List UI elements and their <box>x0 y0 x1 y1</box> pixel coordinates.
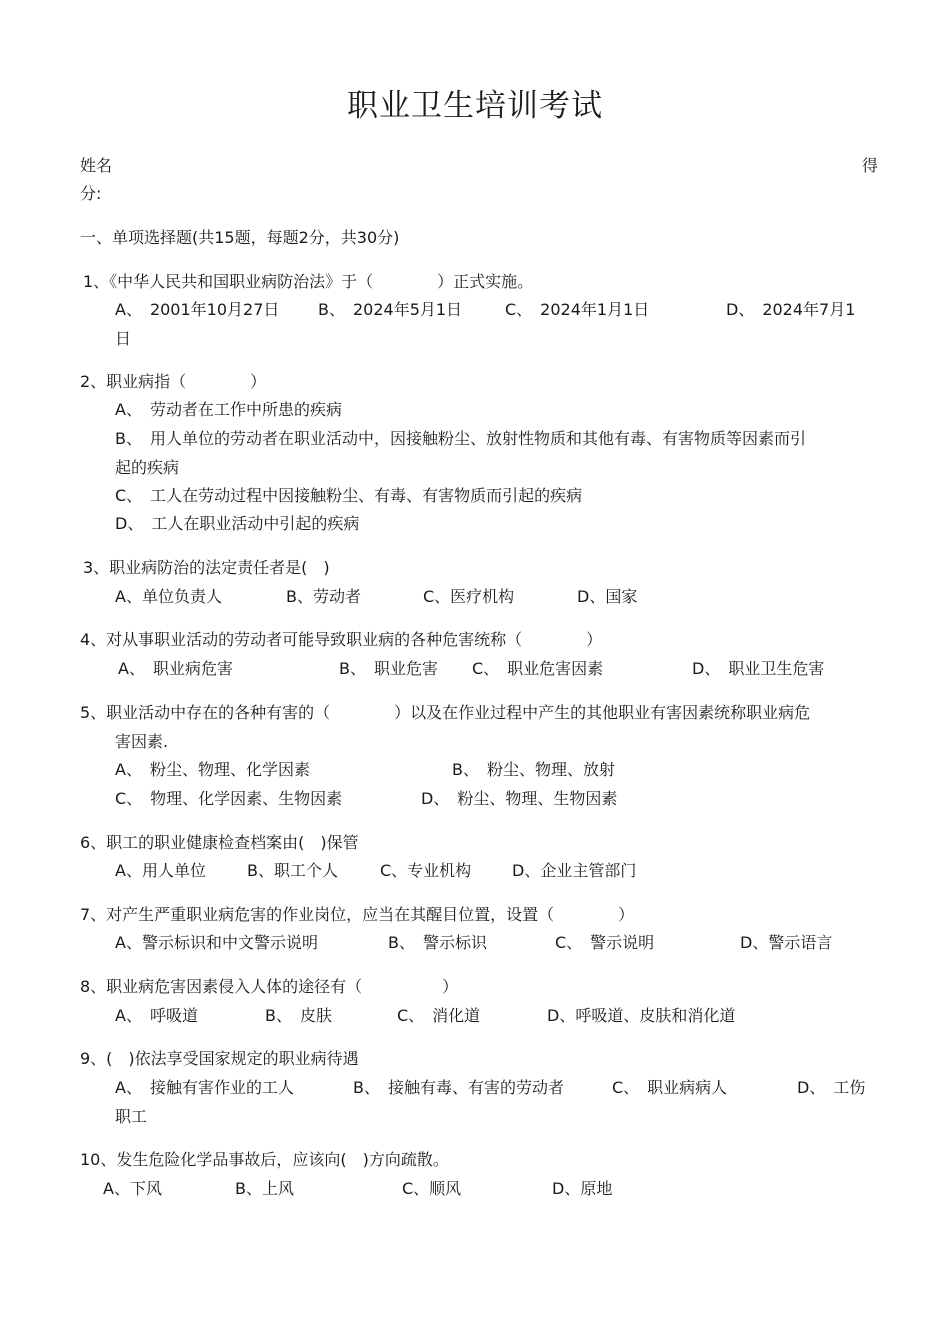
option-d: D、呼吸道、皮肤和消化道 <box>547 1006 736 1025</box>
score-label-part2: 分: <box>80 184 102 203</box>
option-b: B、 警示标识 <box>388 933 487 952</box>
question-stem: 7、对产生严重职业病危害的作业岗位，应当在其醒目位置，设置（ ） <box>80 905 635 924</box>
option-c: C、 工人在劳动过程中因接触粉尘、有毒、有害物质而引起的疾病 <box>115 486 583 505</box>
option-a: A、 2001年10月27日 <box>115 300 280 319</box>
option-wrap: 日 <box>115 329 132 348</box>
option-b: B、 皮肤 <box>265 1006 332 1025</box>
option-c: C、顺风 <box>402 1179 462 1198</box>
question-stem: 5、职业活动中存在的各种有害的（ ）以及在作业过程中产生的其他职业有害因素统称职业病危 <box>80 703 811 722</box>
option-b: B、 粉尘、物理、放射 <box>452 760 615 779</box>
option-c: C、 职业病病人 <box>612 1078 728 1097</box>
option-d: D、 工伤 <box>797 1078 866 1097</box>
question-stem: 8、职业病危害因素侵入人体的途径有（ ） <box>80 977 459 996</box>
option-a: A、 粉尘、物理、化学因素 <box>115 760 310 779</box>
option-a: A、 呼吸道 <box>115 1006 198 1025</box>
option-d: D、 粉尘、物理、生物因素 <box>421 789 618 808</box>
section-heading: 一、单项选择题(共15题，每题2分，共30分) <box>80 228 400 247</box>
option-c: C、 警示说明 <box>555 933 655 952</box>
option-a: A、用人单位 <box>115 861 206 880</box>
exam-title: 职业卫生培训考试 <box>347 88 603 124</box>
option-a: A、 劳动者在工作中所患的疾病 <box>115 400 342 419</box>
question-stem: 4、对从事职业活动的劳动者可能导致职业病的各种危害统称（ ） <box>80 630 603 649</box>
option-a: A、 接触有害作业的工人 <box>115 1078 294 1097</box>
question-stem: 2、职业病指（ ） <box>80 372 267 391</box>
option-a: A、 职业病危害 <box>118 659 233 678</box>
option-d: D、原地 <box>552 1179 613 1198</box>
option-c: C、 消化道 <box>397 1006 481 1025</box>
option-b: B、 接触有毒、有害的劳动者 <box>353 1078 564 1097</box>
option-c: C、 职业危害因素 <box>472 659 604 678</box>
option-d: D、企业主管部门 <box>512 861 637 880</box>
option-b: B、职工个人 <box>247 861 338 880</box>
option-a: A、下风 <box>103 1179 162 1198</box>
question-stem: 10、发生危险化学品事故后，应该向( )方向疏散。 <box>80 1150 449 1169</box>
option-b: B、 职业危害 <box>339 659 438 678</box>
question-stem: 6、职工的职业健康检查档案由( )保管 <box>80 833 359 852</box>
option-d: D、 2024年7月1 <box>726 300 856 319</box>
option-c: C、 物理、化学因素、生物因素 <box>115 789 343 808</box>
option-d: D、 职业卫生危害 <box>692 659 825 678</box>
option-a: A、警示标识和中文警示说明 <box>115 933 318 952</box>
option-c: C、专业机构 <box>380 861 472 880</box>
question-stem: 9、( )依法享受国家规定的职业病待遇 <box>80 1049 359 1068</box>
option-d: D、警示语言 <box>740 933 833 952</box>
option-d: D、国家 <box>577 587 638 606</box>
option-b: B、劳动者 <box>286 587 361 606</box>
name-label: 姓名 <box>80 156 113 175</box>
question-stem: 3、职业病防治的法定责任者是( ) <box>83 558 330 577</box>
option-b: B、上风 <box>235 1179 294 1198</box>
score-label-part1: 得 <box>861 156 878 175</box>
option-a: A、单位负责人 <box>115 587 222 606</box>
question-stem: 1、《中华人民共和国职业病防治法》于（ ）正式实施。 <box>83 272 534 291</box>
option-b: B、 2024年5月1日 <box>318 300 463 319</box>
option-wrap: 职工 <box>115 1107 148 1126</box>
option-b-wrap: 起的疾病 <box>115 458 180 477</box>
option-b: B、 用人单位的劳动者在职业活动中，因接触粉尘、放射性物质和其他有毒、有害物质等因素而引 <box>115 429 806 448</box>
option-c: C、医疗机构 <box>423 587 515 606</box>
question-stem-wrap: 害因素. <box>115 732 169 751</box>
option-d: D、 工人在职业活动中引起的疾病 <box>115 514 360 533</box>
option-c: C、 2024年1月1日 <box>505 300 650 319</box>
